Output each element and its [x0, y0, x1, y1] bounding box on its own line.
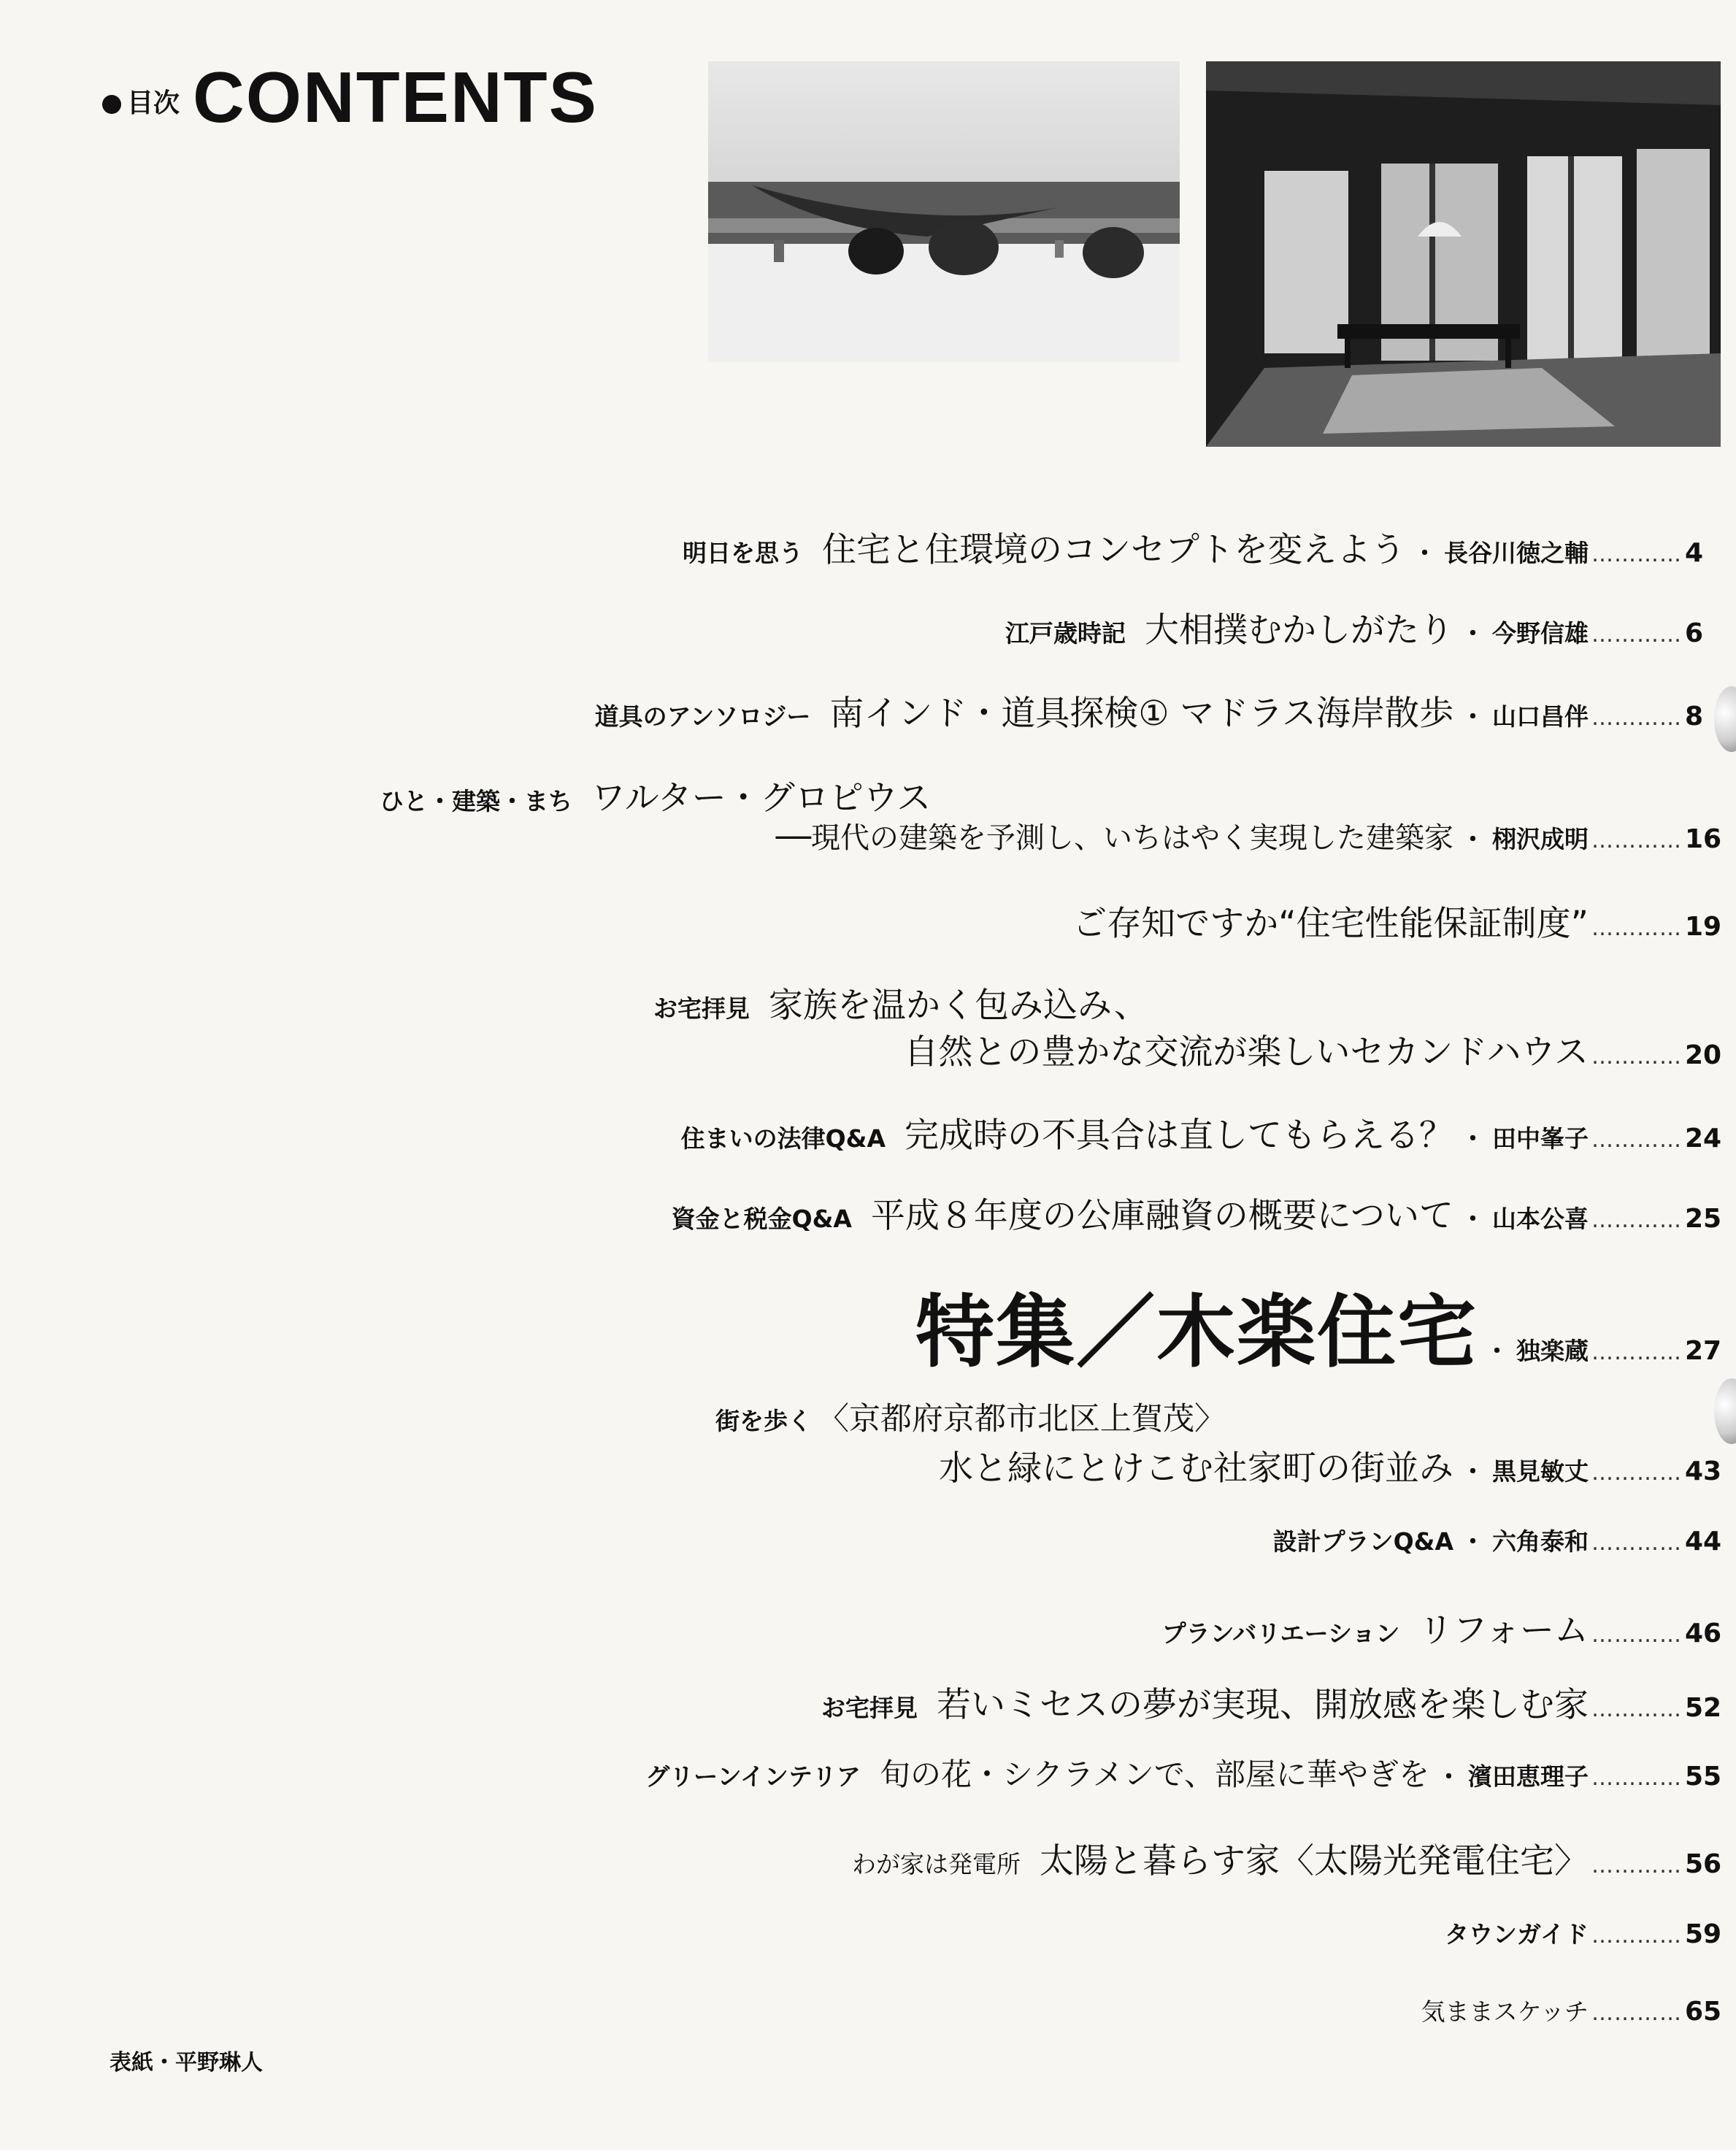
leader-dots: …………	[1591, 1208, 1682, 1233]
toc-page: 24	[1685, 1124, 1722, 1153]
toc-author: 山本公喜	[1492, 1205, 1589, 1233]
toc-category: タウンガイド	[1444, 1920, 1589, 1949]
toc-entry[interactable]: 設計プランQ&A ・ 六角泰和 ………… 44	[0, 1523, 1736, 1557]
toc-page: 25	[1685, 1204, 1722, 1234]
toc-category: ひと・建築・まち	[380, 787, 572, 815]
toc-page: 6	[1685, 618, 1704, 648]
leader-dots: …………	[1591, 1622, 1682, 1648]
toc-entry[interactable]	[0, 1025, 1736, 1074]
toc-author: 長谷川徳之輔	[1444, 539, 1589, 567]
toc-subtitle: 水と緑にとけこむ社家町の街並み	[939, 1448, 1453, 1489]
toc-category: お宅拝見	[821, 1694, 918, 1722]
leader-dots: …………	[1591, 1044, 1682, 1070]
toc-page: 4	[1685, 538, 1704, 568]
feature-title: 特集／木楽住宅	[915, 1286, 1478, 1378]
header-prefix: 目次	[127, 88, 180, 118]
leader-dots: …………	[1591, 1127, 1682, 1153]
toc-entry-head[interactable]	[715, 1394, 1226, 1439]
page-title: CONTENTS	[193, 57, 599, 137]
toc-category: グリーンインテリア	[645, 1762, 861, 1791]
leader-dots: …………	[1591, 915, 1682, 941]
leader-dots: …………	[1591, 622, 1682, 648]
toc-category: 明日を思う	[683, 539, 803, 567]
toc-entry-feature[interactable]: 特集／木楽住宅 ・ 独楽蔵 ………… 27	[0, 1269, 1736, 1382]
toc-author: 田中峯子	[1492, 1124, 1589, 1153]
toc-title: 住宅と住環境のコンセプトを変えよう	[822, 530, 1405, 570]
toc-title: ワルター・グロピウス	[591, 778, 932, 818]
toc-page: 65	[1685, 1997, 1722, 2027]
toc-page: 55	[1685, 1762, 1722, 1792]
toc-entry-head[interactable]	[653, 978, 1148, 1027]
toc-category: 江戸歳時記	[1005, 619, 1126, 648]
toc-author: 六角泰和	[1492, 1527, 1589, 1556]
toc-category: 街を歩く	[715, 1407, 812, 1435]
toc-page: 16	[1685, 824, 1722, 854]
toc-title: 太陽と暮らす家〈太陽光発電住宅〉	[1040, 1841, 1589, 1881]
toc-page: 19	[1685, 912, 1722, 942]
toc-page: 46	[1685, 1619, 1722, 1648]
leader-dots: …………	[1591, 1697, 1682, 1722]
toc-page: 43	[1685, 1456, 1722, 1486]
leader-dots: …………	[1591, 705, 1682, 731]
toc-page: 56	[1685, 1849, 1722, 1879]
toc-page: 59	[1685, 1919, 1722, 1949]
toc-entry[interactable]: 道具のアンソロジー 南インド・道具探検① マドラス海岸散歩 ・ 山口昌伴 ………… 8	[0, 686, 1736, 735]
leader-dots: …………	[1591, 1530, 1682, 1556]
toc-entry[interactable]: 水と緑にとけこむ社家町の街並み ・ 黒見敏丈 ………… 43	[0, 1441, 1736, 1490]
toc-page: 20	[1685, 1040, 1722, 1070]
toc-category: プランバリエーション	[1161, 1619, 1400, 1648]
toc-entry[interactable]	[0, 1678, 1736, 1727]
toc-entry[interactable]: ──現代の建築を予測し、いちはやく実現した建築家 ・ 栩沢成明 ………… 16	[0, 815, 1736, 856]
toc-category: 資金と税金Q&A	[671, 1205, 852, 1233]
toc-page: 52	[1685, 1693, 1722, 1723]
toc-page: 8	[1685, 702, 1704, 732]
toc-category: 道具のアンソロジー	[594, 702, 811, 731]
toc-category: 設計プランQ&A	[1272, 1527, 1453, 1556]
toc-subtitle: 自然との豊かな交流が楽しいセカンドハウス	[904, 1032, 1589, 1072]
toc-title: 南インド・道具探検① マドラス海岸散歩	[829, 694, 1453, 734]
toc-title: 旬の花・シクラメンで、部屋に華やぎを	[879, 1757, 1429, 1792]
toc-entry[interactable]: 資金と税金Q&A 平成８年度の公庫融資の概要について ・ 山本公喜 ………… 25	[0, 1189, 1736, 1237]
toc-entry[interactable]: グリーンインテリア 旬の花・シクラメンで、部屋に華やぎを ・ 濱田恵理子 ………… 55	[0, 1751, 1736, 1794]
toc-author: 独楽蔵	[1516, 1337, 1589, 1365]
toc-entry[interactable]: 江戸歳時記 大相撲むかしがたり ・ 今野信雄 ………… 6	[0, 603, 1736, 652]
toc-author: 濱田恵理子	[1468, 1762, 1589, 1791]
toc-category: わが家は発電所	[852, 1850, 1021, 1878]
toc-entry-head[interactable]	[380, 771, 931, 820]
toc-author: 今野信雄	[1492, 619, 1589, 648]
toc-title: 平成８年度の公庫融資の概要について	[870, 1196, 1453, 1236]
leader-dots: …………	[1591, 1460, 1682, 1486]
leader-dots: …………	[1591, 2000, 1682, 2026]
toc-author: 黒見敏丈	[1492, 1457, 1589, 1486]
leader-dots: …………	[1591, 1853, 1682, 1878]
toc-page: 27	[1685, 1336, 1722, 1366]
leader-dots: …………	[1591, 1340, 1682, 1365]
toc-subtitle: ──現代の建築を予測し、いちはやく実現した建築家	[775, 821, 1453, 855]
leader-dots: …………	[1591, 1765, 1682, 1791]
toc-category: 気ままスケッチ	[1421, 1997, 1589, 2026]
toc-entry[interactable]	[0, 1834, 1736, 1883]
toc-entry[interactable]	[0, 1993, 1736, 2027]
toc-page: 44	[1685, 1527, 1722, 1556]
toc-title: ご存知ですか“住宅性能保証制度”	[1072, 904, 1589, 944]
leader-dots: …………	[1591, 1923, 1682, 1949]
toc-title: 〈京都府京都市北区上賀茂〉	[818, 1401, 1226, 1437]
toc-title: リフォーム	[1418, 1610, 1589, 1651]
toc-entry[interactable]: 住まいの法律Q&A 完成時の不具合は直してもらえる？ ・ 田中峯子 ………… 24	[0, 1108, 1736, 1157]
leader-dots: …………	[1591, 828, 1682, 853]
toc-entry[interactable]	[0, 897, 1736, 945]
cover-credit: 表紙・平野琳人	[110, 2050, 263, 2076]
toc-entry[interactable]	[0, 1916, 1736, 1950]
toc-category: 住まいの法律Q&A	[680, 1124, 886, 1153]
toc-title: 大相撲むかしがたり	[1145, 610, 1453, 650]
toc-title: 完成時の不具合は直してもらえる？	[905, 1116, 1453, 1156]
toc-title: 家族を温かく包み込み、	[769, 986, 1148, 1026]
toc-author: 山口昌伴	[1492, 702, 1589, 731]
toc-category: お宅拝見	[653, 994, 750, 1023]
toc-entry[interactable]	[0, 1603, 1736, 1652]
leader-dots: …………	[1591, 542, 1682, 567]
toc-title: 若いミセスの夢が実現、開放感を楽しむ家	[937, 1685, 1589, 1725]
toc-author: 栩沢成明	[1492, 825, 1589, 853]
toc-entry[interactable]: 明日を思う 住宅と住環境のコンセプトを変えよう ・ 長谷川徳之輔 ………… 4	[0, 523, 1736, 572]
